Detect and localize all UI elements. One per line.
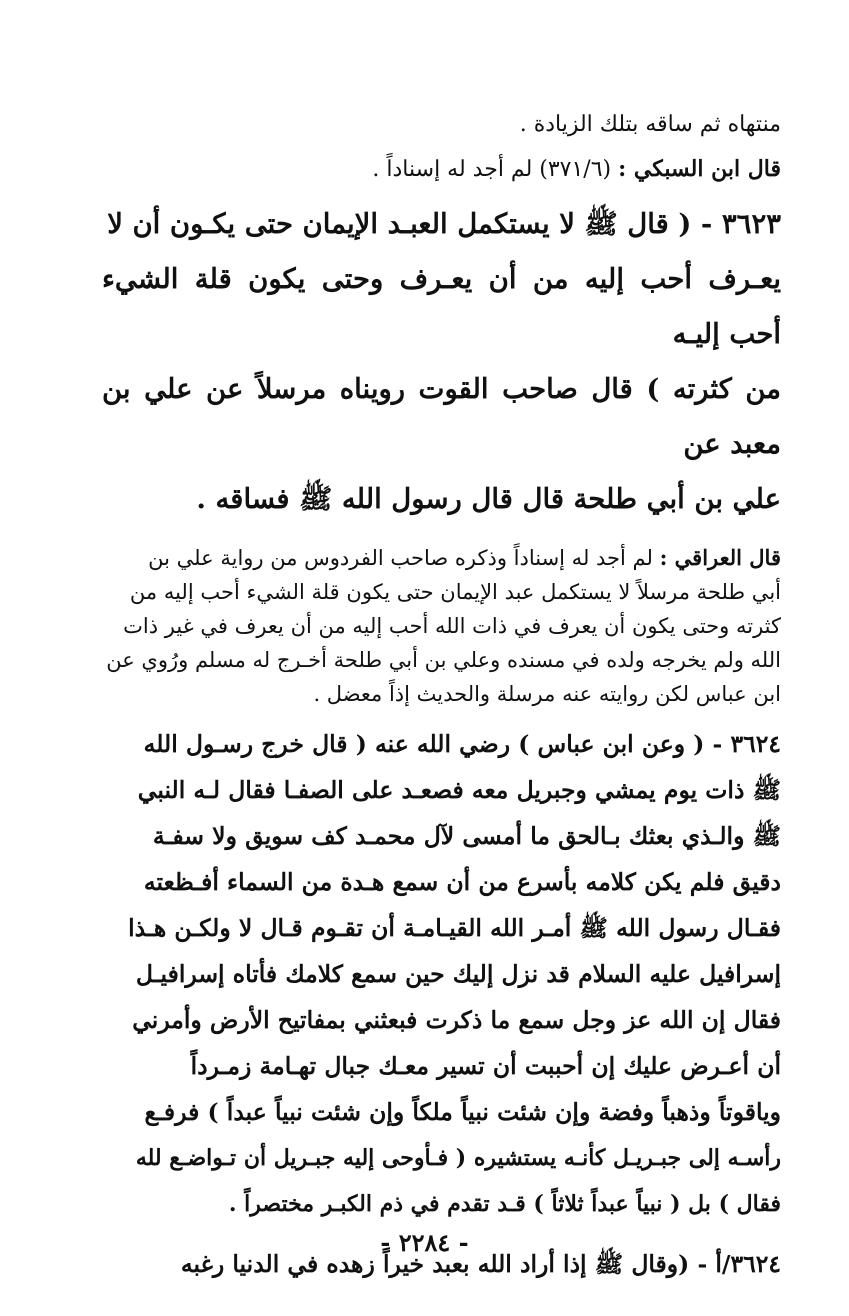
subki-label: قال ابن السبكي :	[618, 156, 781, 182]
hadith-3623-line: علي بن أبي طلحة قال قال رسول الله ﷺ فساقه .	[196, 483, 781, 515]
iraqi-note-line: أبي طلحة مرسلاً لا يستكمل عبد الإيمان حتى يكون قلة الشيء أحب إليه من	[129, 580, 781, 604]
subki-line	[102, 152, 781, 187]
hadith-3624-line: رأسـه إلى جبـريـل كأنـه يستشيره ( فـأوحى إليه جبـريل أن تـواضـع لله	[135, 1145, 781, 1171]
hadith-3624-line: فقال ) بل ( نبياً عبداً ثلاثاً ) قـد تقدم في ذم الكبـر مختصراً .	[228, 1191, 781, 1217]
subki-text: (٣٧١/٦) لم أجد له إسناداً .	[372, 157, 612, 182]
page-number: - ٢٢٨٤ -	[380, 1228, 469, 1257]
iraqi-first-line: لم أجد له إسناداً وذكره صاحب الفردوس من رواية علي بن	[148, 546, 653, 570]
iraqi-note-line: الله ولم يخرجه ولده في مسنده وعلي بن أبي طلحة أخـرج له مسلم ورُوي عن	[106, 648, 781, 672]
hadith-3623-line: يعـرف أحب إليه من أن يعـرف وحتى يكون قلة الشيء أحب إليـه	[102, 263, 781, 350]
hadith-3623	[102, 197, 781, 527]
hadith-3624a-line: ٣٦٢٤/أ - (وقال ﷺ إذا أراد الله بعبد خيراً زهده في الدنيا رغبه	[180, 1250, 781, 1278]
hadith-3624-line: وياقوتاً وذهباً وفضة وإن شئت نبياً ملكاً وإن شئت نبياً عبداً ) فرفـع	[144, 1098, 781, 1126]
iraqi-note-line	[102, 541, 781, 575]
hadith-3624-line: ﷺ ذات يوم يمشي وجبريل معه فصعـد على الصفـا فقال لـه النبي	[137, 776, 781, 804]
hadith-3623-line: من كثرته ) قال صاحب القوت رويناه مرسلاً عن علي بن معبد عن	[102, 373, 781, 460]
hadith-3624-line: ﷺ والـذي بعثك بـالحق ما أمسى لآل محمـد كف سويق ولا سفـة	[152, 822, 781, 850]
hadith-3623-line: ٣٦٢٣ - ( قال ﷺ لا يستكمل العبـد الإيمان حتى يكـون أن لا	[107, 208, 781, 240]
hadith-3624-line: دقيق فلم يكن كلامه بأسرع من أن سمع هـدة من السماء أفـظعته	[143, 868, 781, 896]
iraqi-note-line: ابن عباس لكن روايته عنه مرسلة والحديث إذاً معضل .	[313, 682, 781, 706]
hadith-3624-line: أن أعـرض عليك إن أحببت أن تسير معـك جبال تهـامة زمـرداً	[190, 1052, 781, 1080]
hadith-3624-line: إسرافيل عليه السلام قد نزل إليك حين سمع كلامك فأتاه إسرافيـل	[135, 960, 781, 988]
hadith-3624-line: فقـال رسول الله ﷺ أمـر الله القيـامـة أن تقـوم قـال لا ولكـن هـذا	[128, 914, 781, 942]
iraqi-label: قال العراقي :	[659, 545, 781, 570]
hadith-3624	[102, 721, 781, 1227]
intro-line: منتهاه ثم ساقه بتلك الزيادة .	[519, 112, 781, 137]
iraqi-note-line: كثرته وحتى يكون أن يعرف في ذات الله أحب إليه من أن يعرف في غير ذات	[123, 614, 781, 638]
hadith-3624-line: ٣٦٢٤ - ( وعن ابن عباس ) رضي الله عنه ( قال خرج رسـول الله	[143, 730, 781, 758]
hadith-3624-line: فقال إن الله عز وجل سمع ما ذكرت فبعثني بمفاتيح الأرض وأمرني	[132, 1006, 781, 1034]
iraqi-note	[102, 541, 781, 711]
